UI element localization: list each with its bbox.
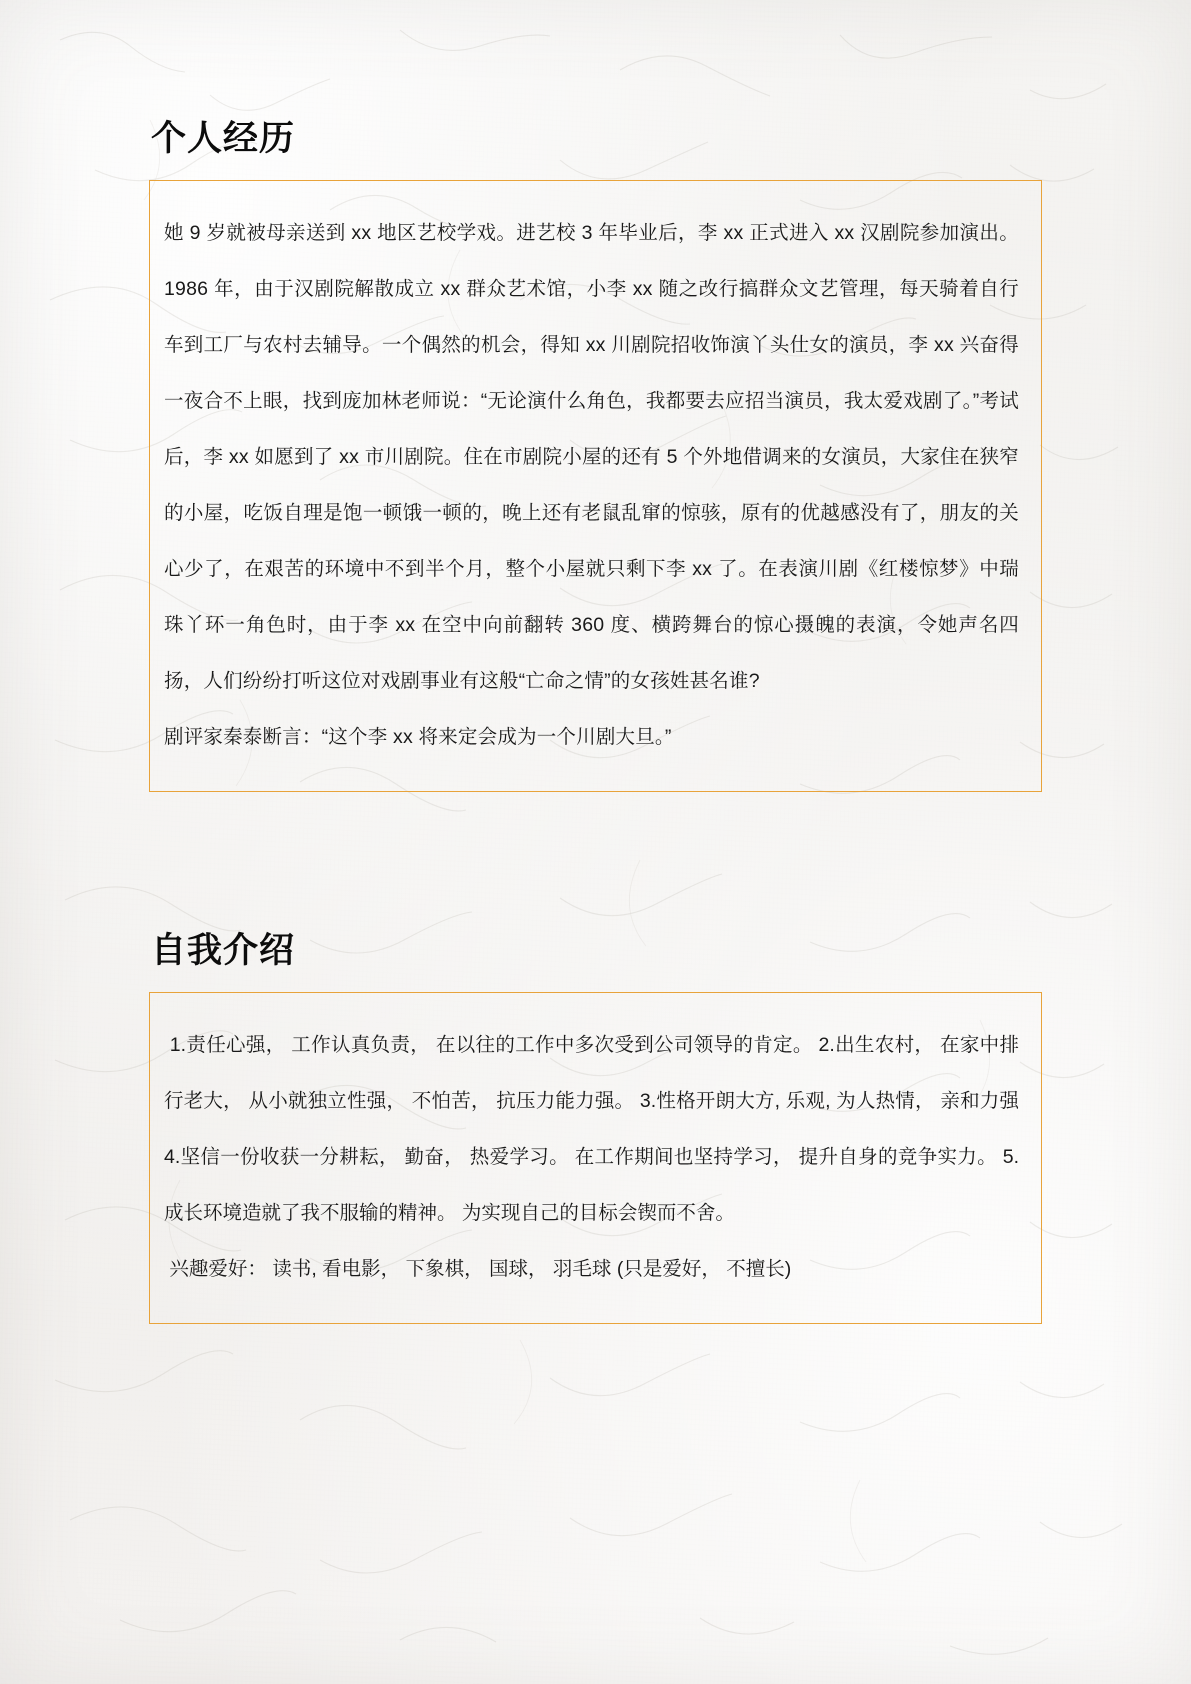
experience-paragraph: 她 9 岁就被母亲送到 xx 地区艺校学戏。进艺校 3 年毕业后，李 xx 正式进入 xx 汉剧院参加演出。1986 年，由于汉剧院解散成立 xx 群众艺术馆，小李 xx 随之改行搞群众文艺管理，每天骑着自行车到工厂与农村去辅导。一个偶然的机会，得知 xx 川剧院招收饰演丫头仕女的演员，李 xx 兴奋得一夜合不上眼，找到庞加林老师说：“无论演什么角色，我都要去应招当演员，我太爱戏剧了。”考试后，李 xx 如愿到了 xx 市川剧院。住在市剧院小屋的还有 5 个外地借调来的女演员，大家住在狭窄的小屋，吃饭自理是饱一顿饿一顿的，晚上还有老鼠乱窜的惊骇，原有的优越感没有了，朋友的关心少了，在艰苦的环境中不到半个月，整个小屋就只剩下李 xx 了。在表演川剧《红楼惊梦》中瑞珠丫环一角色时，由于李 xx 在空中向前翻转 360 度、横跨舞台的惊心摄魄的表演，令她声名四扬，人们纷纷打听这位对戏剧事业有这般“亡命之情”的女孩姓甚名谁? (164, 222, 1019, 692)
section-title-self-introduction: 自我介绍 (151, 931, 296, 970)
intro-text-box (149, 992, 1042, 1324)
experience-text-box (149, 180, 1042, 792)
section-title-personal-experience: 个人经历 (151, 119, 296, 158)
intro-paragraph: 1.责任心强， 工作认真负责， 在以往的工作中多次受到公司领导的肯定。 2.出生农村， 在家中排行老大， 从小就独立性强， 不怕苦， 抗压力能力强。 3.性格开朗大方, 乐观, 为人热情， 亲和力强 4.坚信一份收获一分耕耘， 勤奋， 热爱学习。 在工作期间也坚持学习， 提升自身的竞争实力。 5. 成长环境造就了我不服输的精神。 为实现自己的目标会锲而不舍。 (164, 1034, 1025, 1224)
section-self-introduction (149, 930, 1042, 1324)
section-personal-experience (149, 118, 1042, 792)
intro-hobbies-line: 兴趣爱好： 读书, 看电影， 下象棋， 国球， 羽毛球 (只是爱好， 不擅长) (164, 1258, 792, 1280)
experience-paragraph-tail: 剧评家秦泰断言：“这个李 xx 将来定会成为一个川剧大旦。” (164, 726, 672, 748)
